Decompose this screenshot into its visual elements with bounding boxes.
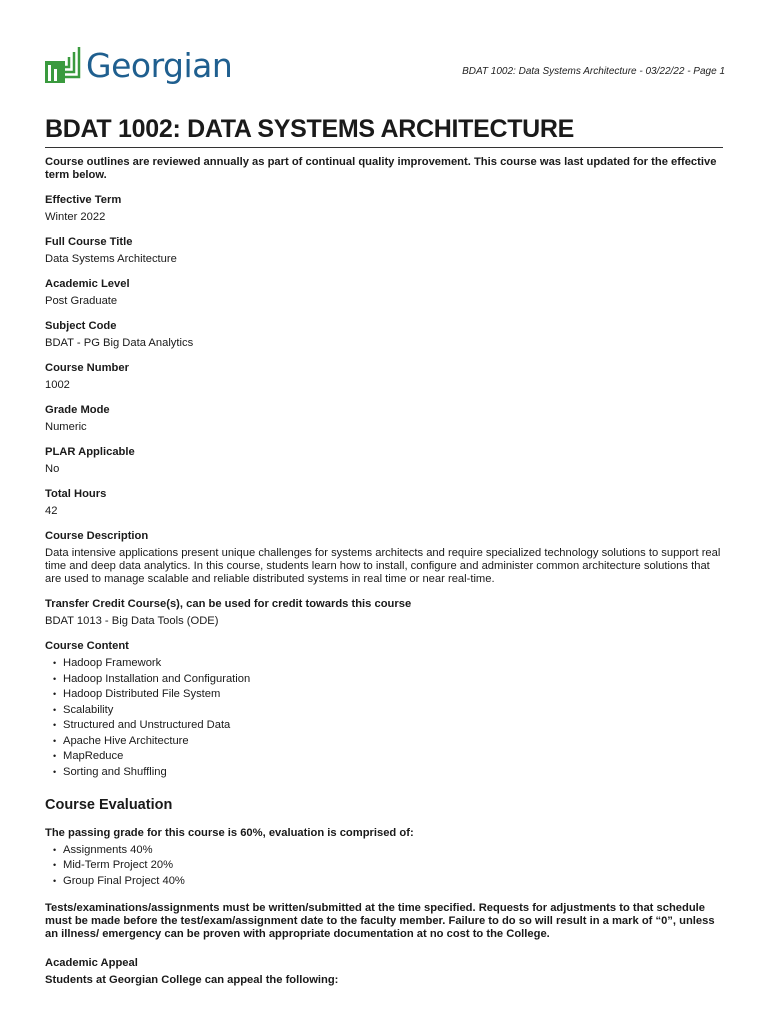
field-transfer-credit — [45, 598, 725, 628]
field-label: Total Hours — [45, 488, 107, 500]
list-item: • Structured and Unstructured Data — [45, 719, 725, 732]
evaluation-list — [45, 844, 725, 888]
logo-text: Georgian — [86, 46, 233, 85]
list-item: • MapReduce — [45, 750, 725, 763]
academic-appeal-text: Students at Georgian College can appeal the following: — [45, 974, 339, 986]
field-label: Course Number — [45, 362, 129, 374]
page-header — [45, 46, 725, 96]
field-course-description — [45, 530, 725, 586]
field-academic-level — [45, 278, 725, 308]
course-outline — [45, 156, 725, 991]
field-value: Numeric — [45, 421, 87, 433]
field-full-course-title — [45, 236, 725, 266]
intro-text: Course outlines are reviewed annually as part of continual quality improvement. This course was last updated for the effective term below. — [45, 156, 717, 181]
field-effective-term — [45, 194, 725, 224]
field-label: Effective Term — [45, 194, 122, 206]
georgian-logo — [45, 46, 232, 86]
field-label: Transfer Credit Course(s), can be used for credit towards this course — [45, 598, 412, 610]
field-value: Data Systems Architecture — [45, 253, 177, 265]
field-total-hours — [45, 488, 725, 518]
page-title: BDAT 1002: DATA SYSTEMS ARCHITECTURE — [45, 114, 723, 148]
field-label: Course Description — [45, 530, 149, 542]
list-item: • Sorting and Shuffling — [45, 766, 725, 779]
field-label: Academic Level — [45, 278, 130, 290]
field-grade-mode — [45, 404, 725, 434]
field-label: Grade Mode — [45, 404, 110, 416]
field-label: Subject Code — [45, 320, 117, 332]
list-item: • Group Final Project 40% — [45, 875, 725, 888]
list-item: • Hadoop Distributed File System — [45, 688, 725, 701]
list-item: • Hadoop Installation and Configuration — [45, 673, 725, 686]
field-course-content — [45, 640, 725, 779]
field-course-number — [45, 362, 725, 392]
field-value: No — [45, 463, 60, 475]
course-content-list — [45, 657, 725, 779]
list-item: • Mid-Term Project 20% — [45, 859, 725, 872]
list-item: • Apache Hive Architecture — [45, 735, 725, 748]
page-reference: BDAT 1002: Data Systems Architecture - 03/22/22 - Page 1 — [462, 66, 725, 77]
field-label: PLAR Applicable — [45, 446, 135, 458]
section-heading-course-evaluation: Course Evaluation — [45, 796, 173, 813]
field-subject-code — [45, 320, 725, 350]
field-value: Winter 2022 — [45, 211, 106, 223]
field-label: Full Course Title — [45, 236, 133, 248]
field-value: Data intensive applications present unique challenges for systems architects and require specialized technology solutions to support real time and deep data analytics. In this course, students learn how to install, configure and administer common architecture solutions that are used to manage scalable and reliable distributed systems in real time or near real-time. — [45, 547, 721, 585]
field-label: Course Content — [45, 640, 129, 652]
list-item: • Assignments 40% — [45, 844, 725, 857]
field-value: 42 — [45, 505, 58, 517]
field-value: 1002 — [45, 379, 70, 391]
field-value: Post Graduate — [45, 295, 118, 307]
evaluation-policy-text: Tests/examinations/assignments must be written/submitted at the time specified. Requests for adjustments to that schedule must be made before the test/exam/assignment date to the faculty member. Failure to do so will result in a mark of “0”, unless an illness/ emergency can be proven with appropriate documentation at no cost to the College. — [45, 902, 715, 940]
list-item: • Scalability — [45, 704, 725, 717]
field-plar-applicable — [45, 446, 725, 476]
georgian-logo-icon — [45, 47, 81, 85]
field-value: BDAT 1013 - Big Data Tools (ODE) — [45, 615, 219, 627]
list-item: • Hadoop Framework — [45, 657, 725, 670]
field-value: BDAT - PG Big Data Analytics — [45, 337, 194, 349]
academic-appeal-label: Academic Appeal — [45, 957, 138, 969]
passing-grade-text: The passing grade for this course is 60%, evaluation is comprised of: — [45, 826, 414, 839]
